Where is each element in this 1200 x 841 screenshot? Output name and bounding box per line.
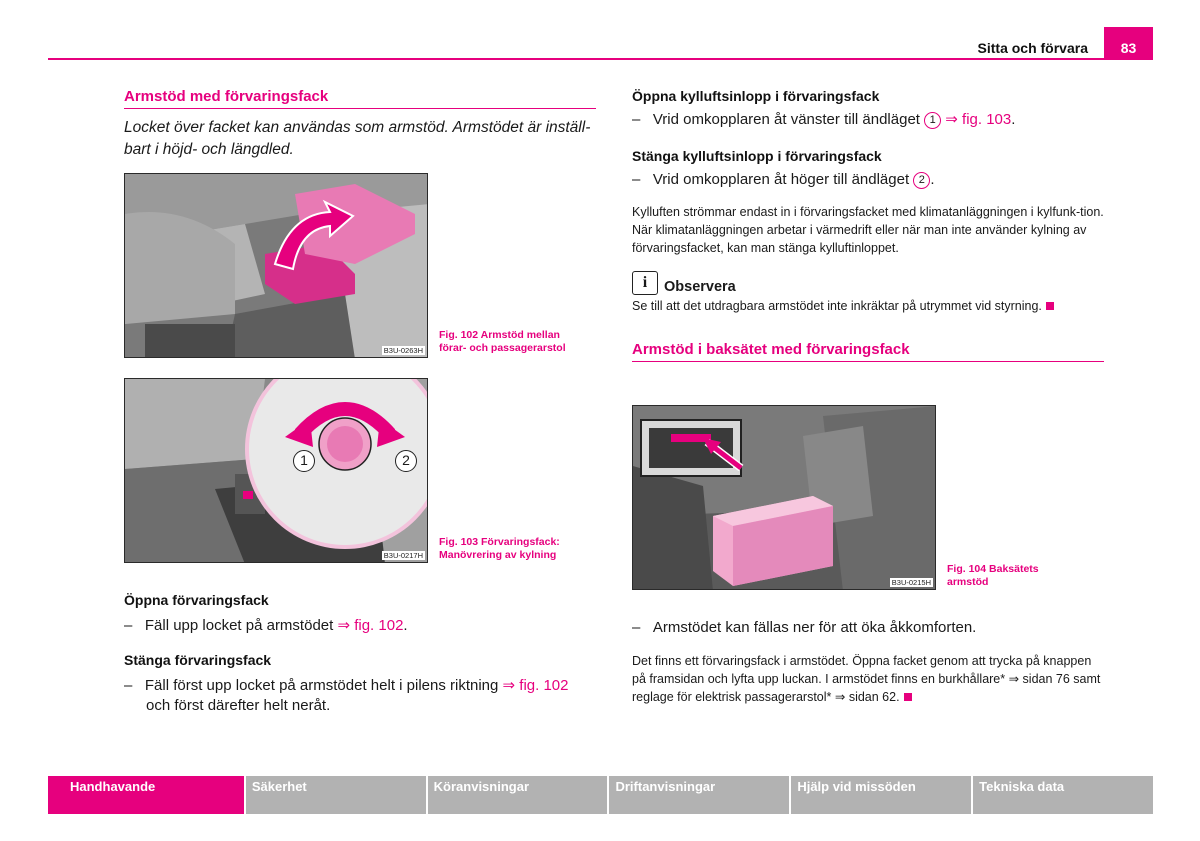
open-compartment-text: Fäll upp locket på armstödet — [144, 617, 334, 634]
tab-sakerhet[interactable]: Säkerhet — [246, 776, 426, 814]
open-vent-text: Vrid omkopplaren åt vänster till ändläget — [652, 111, 920, 128]
cooling-switch-illustration — [125, 379, 428, 563]
tab-koranvisningar[interactable]: Köranvisningar — [428, 776, 608, 814]
tab-tekniska-data[interactable]: Tekniska data — [973, 776, 1153, 814]
right-column — [632, 88, 1104, 362]
rear-armrest-heading: Armstöd i baksätet med förvaringsfack — [632, 341, 1104, 362]
fig-104-caption: Fig. 104 Baksätets armstöd — [947, 563, 1039, 588]
armrest-heading: Armstöd med förvaringsfack — [124, 88, 596, 109]
tab-driftanvisningar[interactable]: Driftanvisningar — [609, 776, 789, 814]
close-compartment-ref[interactable]: ⇒ fig. 102 — [502, 677, 569, 694]
armrest-lead: Locket över facket kan användas som armstöd. Armstödet är inställ-bart i höjd- och längdled. — [124, 119, 591, 158]
left-column — [124, 88, 596, 161]
fig-103-caption: Fig. 103 Förvaringsfack: Manövrering av kylning — [439, 536, 560, 561]
fig-104-code: B3U-0215H — [891, 578, 931, 587]
open-vent-ref[interactable]: ⇒ fig. 103 — [945, 111, 1012, 128]
rear-instructions — [632, 618, 1104, 706]
rear-info-wrap — [632, 652, 1104, 706]
left-instructions — [124, 592, 596, 716]
note-text: Se till att det utdragbara armstödet inte inkräktar på utrymmet vid styrning. — [632, 299, 1042, 313]
footer-tabs — [48, 776, 1153, 814]
note-text-wrap — [632, 297, 1104, 315]
close-compartment-step: – Fäll först upp locket på armstödet helt i pilens riktning ⇒ fig. 102 och först därefter helt neråt. — [124, 677, 569, 714]
fig-103-code: B3U-0217H — [383, 551, 423, 560]
top-rule — [48, 58, 1153, 60]
open-compartment-heading: Öppna förvaringsfack — [124, 592, 269, 608]
fig-102-code: B3U-0263H — [383, 346, 423, 355]
info-note-icon: i — [632, 271, 658, 295]
note-title: Observera — [664, 279, 736, 295]
open-vent-heading: Öppna kylluftsinlopp i förvaringsfack — [632, 88, 880, 104]
fig-102-image — [124, 173, 428, 358]
rear-armrest-illustration — [633, 406, 936, 590]
close-compartment-end: och först därefter helt neråt. — [146, 697, 331, 714]
fig-104-image — [632, 405, 936, 590]
section-title: Sitta och förvara — [977, 40, 1088, 56]
end-marker-icon — [904, 693, 912, 701]
page-number: 83 — [1104, 27, 1153, 60]
tab-hjalp-vid-missoden[interactable]: Hjälp vid missöden — [791, 776, 971, 814]
open-compartment-step: – Fäll upp locket på armstödet ⇒ fig. 102. — [124, 617, 408, 634]
rear-info: Det finns ett förvaringsfack i armstödet. Öppna facket genom att trycka på knappen på framsidan och lyfta upp luckan. I armstödet finns en burkhållare* ⇒ sidan 76 samt reglage för elektrisk passagerarstol* ⇒ sidan 62. — [632, 654, 1101, 704]
fig-103-image — [124, 378, 428, 563]
rear-step-text: Armstödet kan fällas ner för att öka åkkomforten. — [652, 619, 977, 636]
fig-102-caption: Fig. 102 Armstöd mellan förar- och passagerarstol — [439, 329, 566, 354]
open-vent-number: 1 — [924, 112, 941, 129]
close-vent-heading: Stänga kylluftsinlopp i förvaringsfack — [632, 148, 882, 164]
tab-handhavande[interactable]: Handhavande — [48, 776, 244, 814]
cooling-info: Kylluften strömmar endast in i förvaringsfacket med klimatanläggningen i kylfunk-tion. När klimatanläggningen arbetar i värmedrift eller när man inte använder kylning av förvaringsfacket, kan man stänga kylluftinloppet. — [632, 205, 1104, 255]
open-vent-step: – Vrid omkopplaren åt vänster till ändläget 1 ⇒ fig. 103. — [632, 111, 1016, 128]
close-vent-text: Vrid omkopplaren åt höger till ändläget — [652, 171, 910, 188]
fig-103-label-1: 1 — [293, 450, 315, 472]
armrest-illustration — [125, 174, 428, 358]
end-marker-icon — [1046, 302, 1054, 310]
open-compartment-ref[interactable]: ⇒ fig. 102 — [337, 617, 404, 634]
close-vent-number: 2 — [913, 172, 930, 189]
note-block — [632, 271, 1104, 315]
open-compartment-end: . — [403, 617, 408, 634]
close-vent-step: – Vrid omkopplaren åt höger till ändläget 2 . — [632, 171, 935, 188]
fig-103-label-2: 2 — [395, 450, 417, 472]
close-compartment-text: Fäll först upp locket på armstödet helt i pilens riktning — [144, 677, 499, 694]
rear-step: – Armstödet kan fällas ner för att öka åkkomforten. — [632, 619, 977, 636]
close-compartment-heading: Stänga förvaringsfack — [124, 652, 272, 668]
